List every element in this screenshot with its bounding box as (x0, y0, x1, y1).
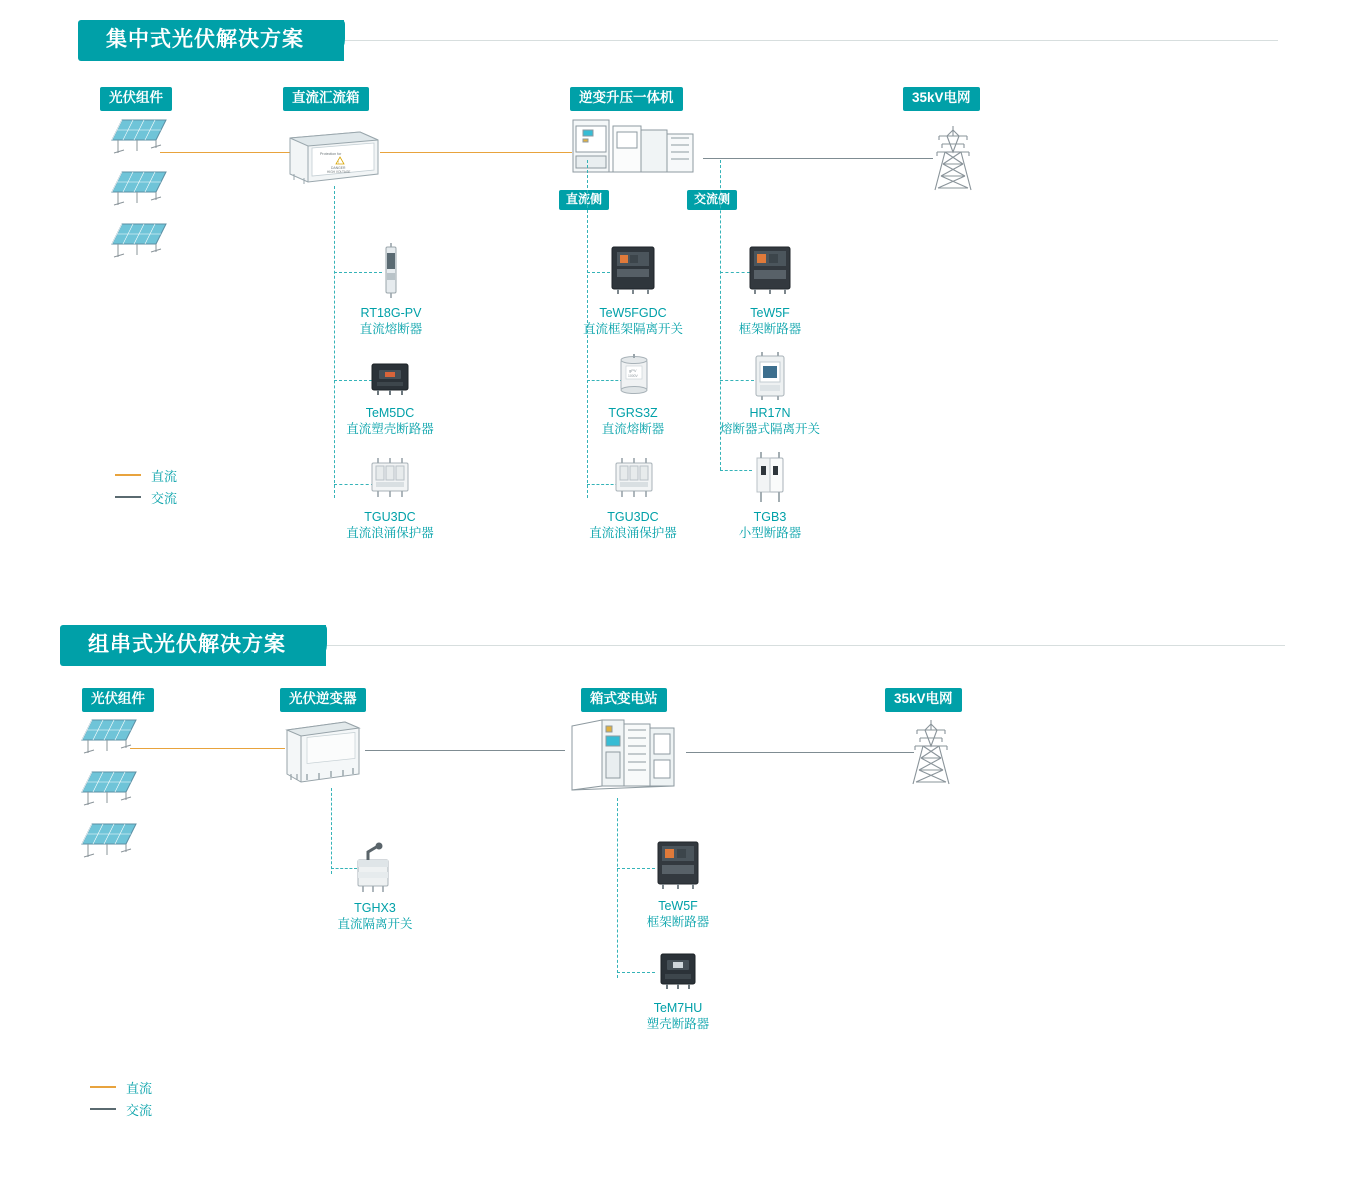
legend-swatch-dc-2 (90, 1086, 116, 1088)
product-desc: 直流熔断器 (601, 422, 665, 436)
section-title-centralized: 集中式光伏解决方案 (78, 20, 344, 61)
legend-label-dc: 直流 (151, 468, 178, 484)
grid-pylon-graphic-2 (903, 716, 959, 788)
product-desc: 框架断路器 (646, 915, 710, 929)
product-desc: 直流框架隔离开关 (582, 322, 683, 336)
product-tew5f-1 (685, 305, 855, 337)
product-tew5f-2 (593, 898, 763, 930)
product-name: HR17N (749, 406, 791, 420)
inverter-booster-graphic (570, 112, 705, 180)
product-desc: 直流塑壳断路器 (346, 422, 434, 436)
product-tgb3 (685, 509, 855, 541)
legend-swatch-ac (115, 496, 141, 498)
grid-pylon-graphic-1 (925, 122, 981, 194)
pv-inverter-graphic (283, 716, 363, 788)
stage-label-pv-modules: 光伏组件 (100, 87, 172, 111)
pv-module-array-2 (70, 718, 160, 873)
product-rt18g-pv (306, 305, 476, 337)
product-name: TeW5FGDC (599, 306, 667, 320)
stage-label-grid-35kv: 35kV电网 (903, 87, 980, 111)
product-name: TGU3DC (607, 510, 659, 524)
tgu3dc-icon-1 (366, 455, 414, 499)
svg-text:DANGER: DANGER (331, 166, 346, 170)
tgu3dc-icon-2 (610, 455, 658, 499)
rt18g-pv-icon (378, 243, 404, 299)
tghx3-icon (350, 842, 398, 894)
legend-label-ac-2: 交流 (126, 1102, 153, 1118)
product-tgu3dc-1 (305, 509, 475, 541)
dash-branch-tem7hu (617, 972, 655, 973)
svg-text:gPV: gPV (629, 368, 637, 373)
product-name: TGB3 (753, 510, 787, 524)
section-title-string: 组串式光伏解决方案 (60, 625, 326, 666)
product-desc: 小型断路器 (738, 526, 802, 540)
side-label-dc: 直流侧 (559, 190, 609, 210)
product-tem7hu (593, 1000, 763, 1032)
product-desc: 熔断器式隔离开关 (719, 422, 820, 436)
tgrs3z-icon (613, 352, 655, 398)
product-desc: 直流隔离开关 (337, 917, 413, 931)
ac-line-inverter-to-substation (365, 750, 565, 751)
legend-item-ac-2 (90, 1098, 152, 1120)
section-divider-2 (326, 645, 1285, 646)
tgb3-icon (748, 452, 792, 504)
product-name: TeW5F (750, 306, 790, 320)
stage-label-pv-modules-2: 光伏组件 (82, 688, 154, 712)
stage-label-grid-35kv-2: 35kV电网 (885, 688, 962, 712)
tew5f-icon-1 (744, 243, 796, 295)
product-name: TGHX3 (354, 901, 396, 915)
section-divider (344, 40, 1278, 41)
legend-swatch-ac-2 (90, 1108, 116, 1110)
legend-label-dc-2: 直流 (126, 1080, 153, 1096)
stage-label-dc-combiner-box: 直流汇流箱 (283, 87, 369, 111)
side-label-ac: 交流侧 (687, 190, 737, 210)
legend-string (90, 1076, 152, 1120)
tem7hu-icon (656, 950, 700, 990)
legend-swatch-dc (115, 474, 141, 476)
section-header-string (60, 625, 1285, 666)
legend-item-dc (115, 464, 177, 486)
product-tem5dc (305, 405, 475, 437)
legend-label-ac: 交流 (151, 490, 178, 506)
dc-line-combiner-to-inverter (380, 152, 572, 153)
ac-line-substation-to-grid-2 (686, 752, 914, 753)
svg-text:Protection for: Protection for (320, 152, 342, 156)
product-desc: 直流熔断器 (359, 322, 423, 336)
svg-text:!: ! (338, 159, 340, 165)
dc-line-panels-to-inverter-2 (130, 748, 285, 749)
product-name: TGRS3Z (608, 406, 658, 420)
hr17n-icon (748, 352, 792, 400)
product-desc: 直流浪涌保护器 (589, 526, 677, 540)
dc-combiner-box-graphic (286, 124, 382, 186)
product-tghx3 (290, 900, 460, 932)
dash-trunk-combiner (334, 186, 335, 498)
svg-text:HIGH VOLTAGE: HIGH VOLTAGE (327, 170, 351, 174)
legend-centralized (115, 464, 177, 508)
product-desc: 塑壳断路器 (646, 1017, 710, 1031)
product-name: TeW5F (658, 899, 698, 913)
dash-branch-tew5f-2 (617, 868, 655, 869)
tem5dc-icon (368, 358, 412, 398)
tew5fgdc-icon (606, 243, 660, 295)
dash-branch-rt18g (334, 272, 382, 273)
product-desc: 直流浪涌保护器 (346, 526, 434, 540)
tew5f-icon-2 (652, 838, 704, 890)
ac-line-inverter-to-grid (703, 158, 933, 159)
dash-trunk-inverter-2 (331, 788, 332, 874)
legend-item-ac (115, 486, 177, 508)
product-name: TeM5DC (365, 406, 415, 420)
product-name: RT18G-PV (360, 306, 422, 320)
box-substation-graphic (568, 712, 688, 797)
stage-label-inverter-booster: 逆变升压一体机 (570, 87, 683, 111)
dash-trunk-substation (617, 798, 618, 978)
dc-line-panels-to-combiner (160, 152, 290, 153)
legend-item-dc-2 (90, 1076, 152, 1098)
pv-module-array-1 (100, 118, 190, 273)
section-header-centralized (78, 20, 1278, 61)
product-desc: 框架断路器 (738, 322, 802, 336)
stage-label-box-substation: 箱式变电站 (581, 688, 667, 712)
product-name: TeM7HU (653, 1001, 703, 1015)
product-hr17n (685, 405, 855, 437)
svg-text:1000V: 1000V (628, 374, 638, 378)
stage-label-pv-inverter: 光伏逆变器 (280, 688, 366, 712)
product-name: TGU3DC (364, 510, 416, 524)
